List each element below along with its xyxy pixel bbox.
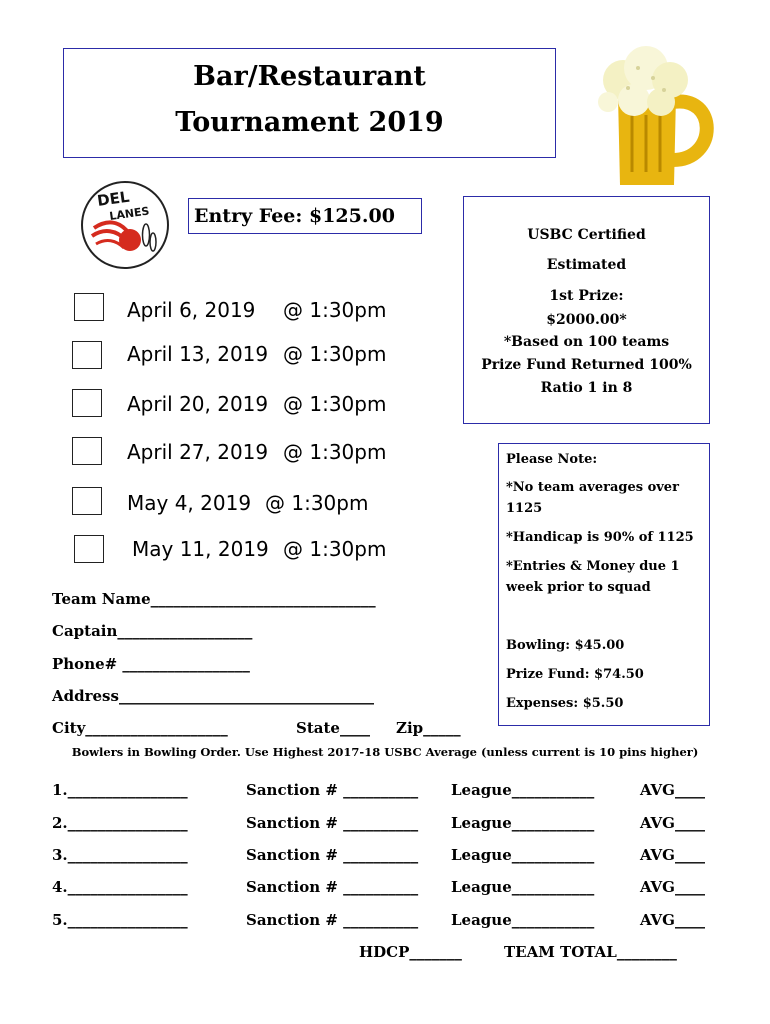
del-lanes-logo [80, 180, 170, 270]
date-checkbox-1[interactable] [74, 293, 104, 321]
title-box [63, 48, 556, 158]
logo-text-del: DEL [96, 187, 131, 210]
usbc-line: Prize Fund Returned 100% [481, 357, 692, 373]
zip-field[interactable]: Zip_____ [396, 719, 461, 737]
note-item: *No team averages over 1125 [506, 480, 679, 516]
bowler-4-sanction[interactable]: Sanction # __________ [246, 878, 419, 896]
time-label: @ 1:30pm [283, 392, 387, 416]
bowler-1-sanction[interactable]: Sanction # __________ [246, 781, 419, 799]
time-label: @ 1:30pm [283, 298, 387, 322]
date-checkbox-4[interactable] [72, 437, 102, 465]
bowler-1-league[interactable]: League___________ [451, 781, 595, 799]
bowler-2-name[interactable]: 2.________________ [52, 814, 188, 832]
date-label: April 13, 2019 [127, 342, 269, 366]
time-label: @ 1:30pm [283, 342, 387, 366]
bowler-3-name[interactable]: 3.________________ [52, 846, 188, 864]
note-item: *Entries & Money due 1 week prior to squad [506, 559, 680, 595]
date-label: April 20, 2019 [127, 392, 269, 416]
title-line-2: Tournament 2019 [175, 107, 444, 138]
time-label: @ 1:30pm [283, 537, 387, 561]
date-label: May 4, 2019 [127, 491, 252, 515]
fee-prize-fund: Prize Fund: $74.50 [506, 667, 644, 682]
usbc-line: 1st Prize: [549, 288, 624, 304]
date-checkbox-6[interactable] [74, 535, 104, 563]
entry-fee: Entry Fee: $125.00 [188, 198, 422, 234]
bowler-4-avg[interactable]: AVG____ [640, 878, 705, 896]
bowler-5-league[interactable]: League___________ [451, 911, 595, 929]
bowler-2-sanction[interactable]: Sanction # __________ [246, 814, 419, 832]
state-field[interactable]: State____ [296, 719, 370, 737]
note-item: *Handicap is 90% of 1125 [506, 530, 694, 545]
bowler-5-name[interactable]: 5.________________ [52, 911, 188, 929]
phone-field[interactable]: Phone# _________________ [52, 655, 250, 673]
captain-field[interactable]: Captain__________________ [52, 622, 253, 640]
date-checkbox-5[interactable] [72, 487, 102, 515]
bowler-1-avg[interactable]: AVG____ [640, 781, 705, 799]
hdcp-field[interactable]: HDCP_______ [359, 943, 462, 961]
fee-expenses: Expenses: $5.50 [506, 696, 624, 711]
fee-bowling: Bowling: $45.00 [506, 638, 625, 653]
bowler-4-league[interactable]: League___________ [451, 878, 595, 896]
date-label: May 11, 2019 [132, 537, 269, 561]
date-checkbox-2[interactable] [72, 341, 102, 369]
date-checkbox-3[interactable] [72, 389, 102, 417]
address-field[interactable]: Address__________________________________ [52, 687, 374, 705]
title-line-1: Bar/Restaurant [193, 61, 426, 92]
logo-text-lanes: LANES [108, 204, 151, 223]
time-label: @ 1:30pm [265, 491, 369, 515]
bowler-4-name[interactable]: 4.________________ [52, 878, 188, 896]
usbc-line: *Based on 100 teams [503, 334, 670, 350]
usbc-line: USBC Certified [527, 227, 646, 243]
bowler-3-sanction[interactable]: Sanction # __________ [246, 846, 419, 864]
usbc-prize-box [463, 196, 710, 424]
bowler-5-sanction[interactable]: Sanction # __________ [246, 911, 419, 929]
usbc-line: $2000.00* [546, 312, 627, 328]
bowler-3-league[interactable]: League___________ [451, 846, 595, 864]
usbc-line: Ratio 1 in 8 [540, 380, 633, 396]
bowler-5-avg[interactable]: AVG____ [640, 911, 705, 929]
team-name-field[interactable]: Team Name______________________________ [52, 590, 376, 608]
bowler-3-avg[interactable]: AVG____ [640, 846, 705, 864]
team-total-field[interactable]: TEAM TOTAL________ [504, 943, 677, 961]
bowler-instructions: Bowlers in Bowling Order. Use Highest 2017-18 USBC Average (unless current is 10 pins higher) [71, 745, 699, 759]
date-label: April 6, 2019 [127, 298, 256, 322]
bowler-2-league[interactable]: League___________ [451, 814, 595, 832]
date-label: April 27, 2019 [127, 440, 269, 464]
beer-mug-icon [578, 40, 718, 190]
time-label: @ 1:30pm [283, 440, 387, 464]
city-field[interactable]: City___________________ [52, 719, 228, 737]
please-note-box [498, 443, 710, 726]
note-heading: Please Note: [506, 452, 598, 467]
usbc-line: Estimated [546, 257, 627, 273]
bowler-1-name[interactable]: 1.________________ [52, 781, 188, 799]
bowler-2-avg[interactable]: AVG____ [640, 814, 705, 832]
